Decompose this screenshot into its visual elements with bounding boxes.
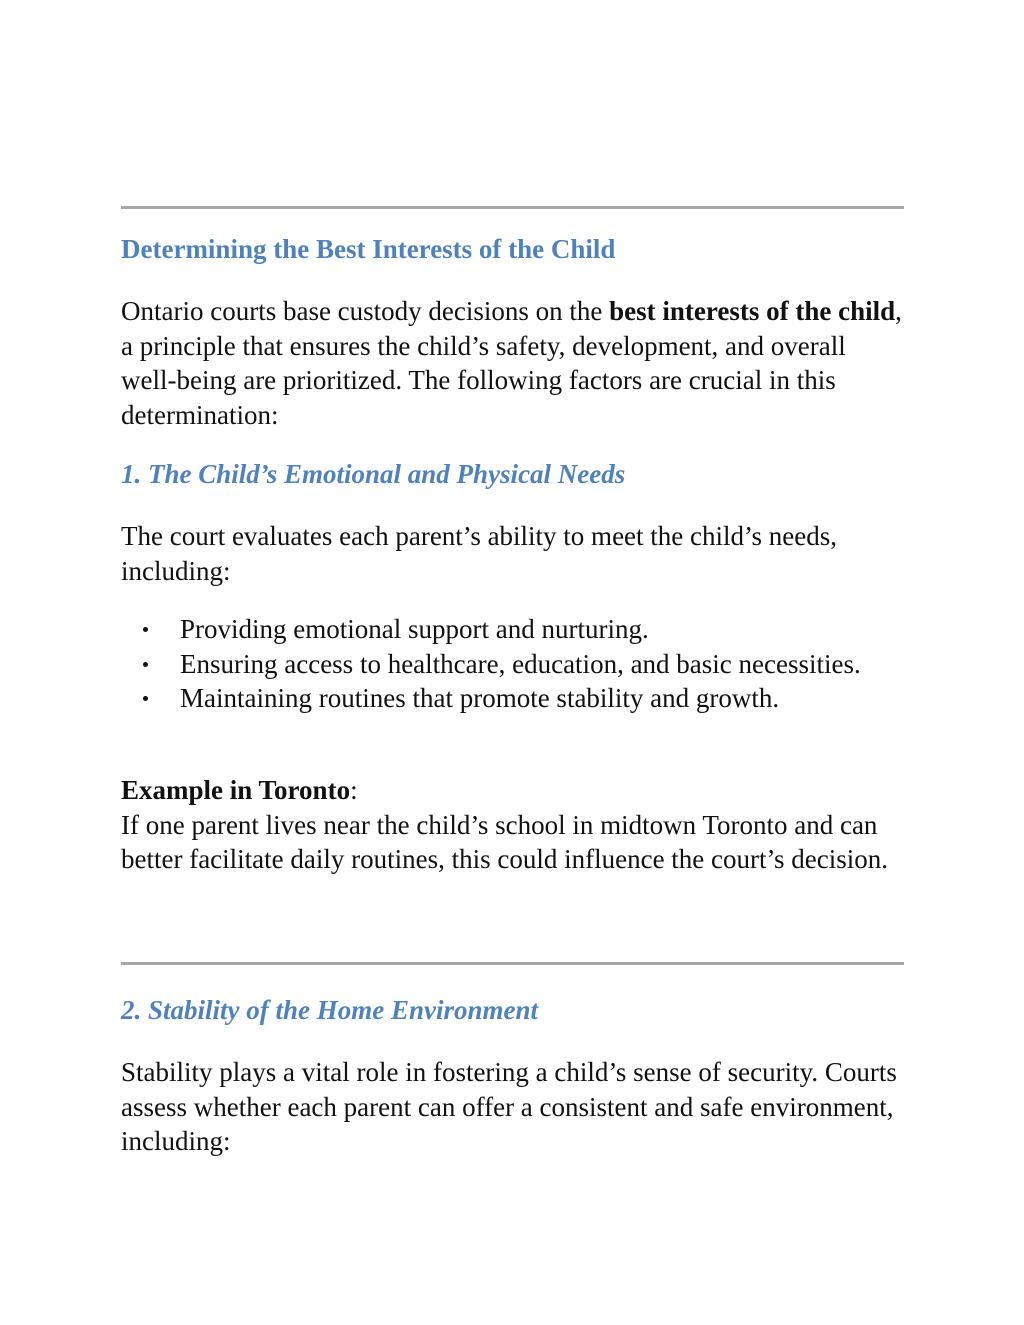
bullet-dot bbox=[143, 662, 148, 667]
example-label: Example in Toronto bbox=[121, 775, 351, 805]
intro-paragraph bbox=[121, 294, 904, 432]
list-item-text: Providing emotional support and nurturing. bbox=[180, 614, 649, 644]
section-title: Determining the Best Interests of the Child bbox=[121, 234, 616, 264]
list-item bbox=[121, 681, 904, 716]
example-text: If one parent lives near the child’s school in midtown Toronto and can better facilitate daily routines, this could influence the court’s decision. bbox=[121, 809, 889, 874]
factor-1-title: 1. The Child’s Emotional and Physical Needs bbox=[121, 459, 626, 489]
bullet-dot bbox=[143, 696, 148, 701]
factor-2-intro: Stability plays a vital role in fostering a child’s sense of security. Courts assess whether each parent can offer a consistent and safe environment, including: bbox=[121, 1057, 897, 1156]
needs-list bbox=[121, 612, 904, 716]
factor-1-intro: The court evaluates each parent’s ability to meet the child’s needs, including: bbox=[121, 521, 837, 586]
intro-text-start: Ontario courts base custody decisions on the bbox=[121, 296, 610, 326]
list-item-text: Maintaining routines that promote stability and growth. bbox=[180, 683, 780, 713]
horizontal-divider bbox=[121, 962, 904, 965]
bullet-dot bbox=[143, 627, 148, 632]
list-item bbox=[121, 612, 904, 647]
list-item bbox=[121, 647, 904, 682]
example-colon: : bbox=[350, 775, 358, 805]
intro-bold-phrase: best interests of the child bbox=[609, 296, 896, 326]
example-paragraph bbox=[121, 773, 904, 877]
list-item-text: Ensuring access to healthcare, education, and basic necessities. bbox=[180, 648, 861, 679]
factor-2-title: 2. Stability of the Home Environment bbox=[121, 995, 539, 1025]
intro-text-end: , a principle that ensures the child’s safety, development, and overall well-being are prioritized. The following factors are crucial in this determination: bbox=[121, 296, 902, 430]
horizontal-divider bbox=[121, 206, 904, 209]
